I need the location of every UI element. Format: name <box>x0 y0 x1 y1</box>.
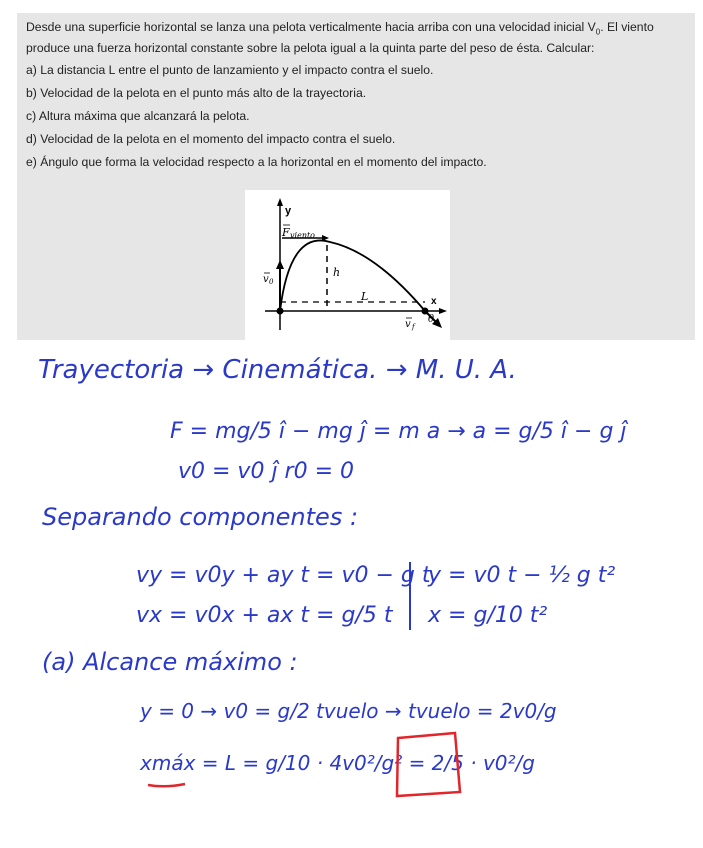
statement-line1: Desde una superficie horizontal se lanza una pelota verticalmente hacia arriba con una velocidad inicial V <box>26 20 596 34</box>
question-d: d) Velocidad de la pelota en el momento del impacto contra el suelo. <box>26 132 396 147</box>
hw-force-equation: F = mg/5 î − mg ĵ = m a → a = g/5 î − g ĵ <box>170 419 627 444</box>
v0-label: v <box>263 274 269 285</box>
distance-label: L <box>361 290 369 303</box>
hw-trayectoria-line: Trayectoria → Cinemática. → M. U. A. <box>38 355 517 385</box>
hw-part-a-header: (a) Alcance máximo : <box>42 648 298 676</box>
problem-text <box>26 19 686 177</box>
question-c: c) Altura máxima que alcanzará la pelota. <box>26 109 250 124</box>
y-axis-label: y <box>285 205 292 217</box>
hw-vy-equation: vy = v0y + ay t = v0 − g t <box>136 563 431 588</box>
hw-initial-conditions: v0 = v0 ĵ r0 = 0 <box>178 459 355 484</box>
trajectory-diagram <box>245 190 450 340</box>
hw-xmax-underline <box>148 784 185 786</box>
hw-x-equation: x = g/10 t² <box>428 603 548 628</box>
hw-y-equation: y = v0 t − ½ g t² <box>428 563 616 588</box>
statement-subscript: 0 <box>595 27 601 37</box>
x-axis-label: x <box>431 296 437 307</box>
hw-vx-equation: vx = v0x + ax t = g/5 t <box>136 603 393 628</box>
question-b: b) Velocidad de la pelota en el punto más alto de la trayectoria. <box>26 86 367 101</box>
v0-subscript: 0 <box>269 278 274 286</box>
problem-statement <box>26 19 686 57</box>
hw-tvuelo-equation: y = 0 → v0 = g/2 tvuelo → tvuelo = 2v0/g <box>140 699 557 723</box>
hw-separando-header: Separando componentes : <box>42 503 359 531</box>
force-label: F <box>282 226 290 239</box>
handwritten-solution <box>0 340 703 848</box>
angle-label: θ <box>428 314 435 325</box>
statement-line2: produce una fuerza horizontal constante sobre la pelota igual a la quinta parte del peso de ésta. Calcular: <box>26 41 595 56</box>
force-subscript: viento <box>290 231 315 240</box>
hw-xmax-equation: xmáx = L = g/10 · 4v0²/g² = 2/5 · v0²/g <box>140 751 535 775</box>
launch-point <box>277 308 284 315</box>
question-e: e) Ángulo que forma la velocidad respecto a la horizontal en el momento del impacto. <box>26 155 487 170</box>
question-a: a) La distancia L entre el punto de lanzamiento y el impacto contra el suelo. <box>26 63 434 78</box>
height-label: h <box>333 266 341 279</box>
statement-line1-end: . El viento <box>600 20 654 34</box>
vf-subscript: f <box>412 323 415 331</box>
vf-label: v <box>405 319 411 330</box>
